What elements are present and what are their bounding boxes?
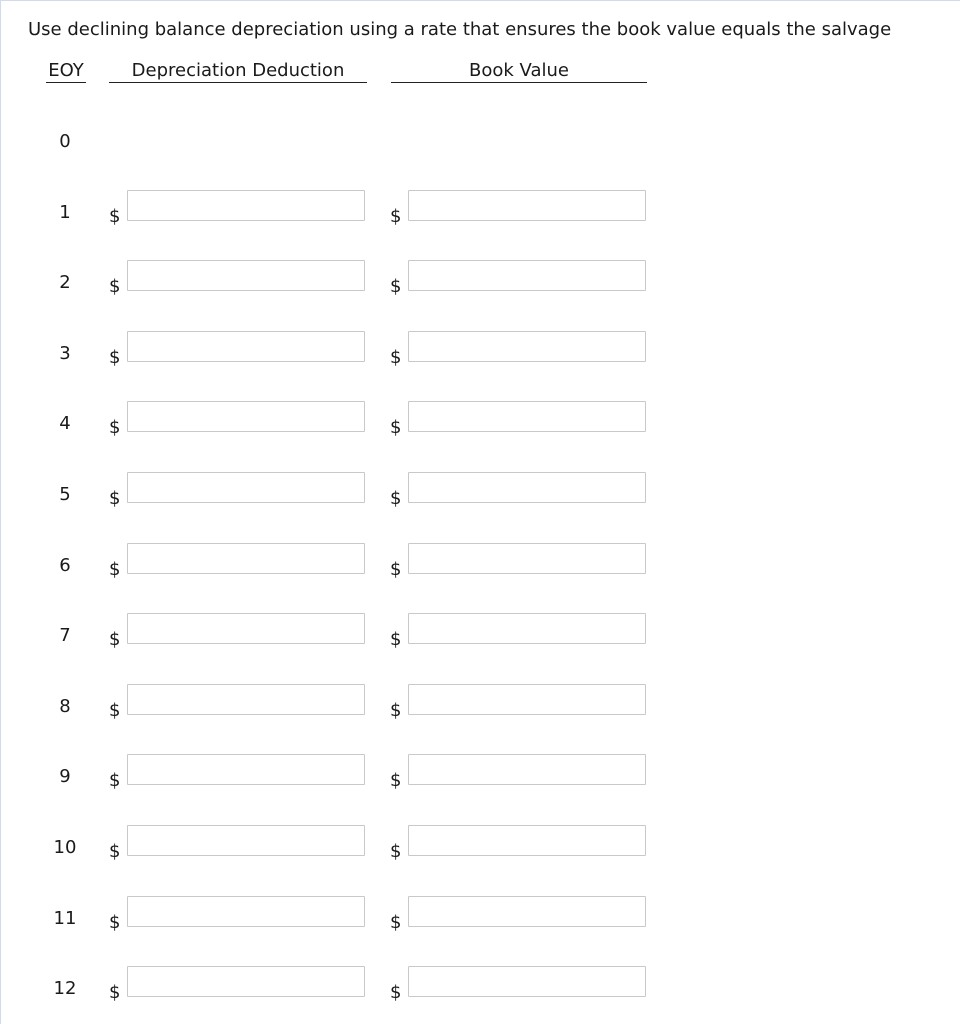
book-value-input-year-5[interactable] (408, 472, 646, 503)
eoy-year-label: 10 (53, 837, 77, 858)
depreciation-input-year-11[interactable] (127, 896, 365, 927)
book-value-input-year-12[interactable] (408, 966, 646, 997)
eoy-year-label: 9 (59, 766, 71, 787)
depreciation-dollar-sign: $ (109, 559, 121, 580)
depreciation-input-year-7[interactable] (127, 613, 365, 644)
book-value-input-year-8[interactable] (408, 684, 646, 715)
book-value-input-year-3[interactable] (408, 331, 646, 362)
depreciation-input-year-9[interactable] (127, 754, 365, 785)
depreciation-dollar-sign: $ (109, 276, 121, 297)
eoy-column-header: EOY (46, 60, 86, 83)
depreciation-input-year-5[interactable] (127, 472, 365, 503)
book-value-dollar-sign: $ (390, 770, 402, 791)
eoy-year-label: 12 (53, 978, 77, 999)
book-value-input-year-7[interactable] (408, 613, 646, 644)
eoy-year-label: 1 (59, 202, 71, 223)
book-value-dollar-sign: $ (390, 912, 402, 933)
book-value-input-year-11[interactable] (408, 896, 646, 927)
book-value-dollar-sign: $ (390, 700, 402, 721)
eoy-year-label: 8 (59, 696, 71, 717)
eoy-year-label: 11 (53, 908, 77, 929)
eoy-year-label: 7 (59, 625, 71, 646)
depreciation-dollar-sign: $ (109, 912, 121, 933)
depreciation-dollar-sign: $ (109, 417, 121, 438)
book-value-column-header: Book Value (391, 60, 647, 83)
eoy-year-label: 0 (59, 131, 71, 152)
depreciation-dollar-sign: $ (109, 629, 121, 650)
book-value-input-year-9[interactable] (408, 754, 646, 785)
depreciation-column-header: Depreciation Deduction (109, 60, 367, 83)
eoy-year-label: 5 (59, 484, 71, 505)
depreciation-input-year-12[interactable] (127, 966, 365, 997)
eoy-year-label: 2 (59, 272, 71, 293)
instruction-text: Use declining balance depreciation using a rate that ensures the book value equals the salvage (28, 19, 892, 40)
book-value-dollar-sign: $ (390, 559, 402, 580)
depreciation-input-year-4[interactable] (127, 401, 365, 432)
eoy-year-label: 4 (59, 413, 71, 434)
depreciation-dollar-sign: $ (109, 347, 121, 368)
depreciation-dollar-sign: $ (109, 841, 121, 862)
book-value-input-year-1[interactable] (408, 190, 646, 221)
book-value-dollar-sign: $ (390, 629, 402, 650)
depreciation-dollar-sign: $ (109, 488, 121, 509)
book-value-dollar-sign: $ (390, 488, 402, 509)
depreciation-input-year-1[interactable] (127, 190, 365, 221)
depreciation-input-year-8[interactable] (127, 684, 365, 715)
depreciation-dollar-sign: $ (109, 700, 121, 721)
book-value-dollar-sign: $ (390, 982, 402, 1003)
book-value-input-year-10[interactable] (408, 825, 646, 856)
book-value-dollar-sign: $ (390, 206, 402, 227)
depreciation-dollar-sign: $ (109, 982, 121, 1003)
book-value-dollar-sign: $ (390, 841, 402, 862)
book-value-dollar-sign: $ (390, 276, 402, 297)
depreciation-dollar-sign: $ (109, 770, 121, 791)
depreciation-dollar-sign: $ (109, 206, 121, 227)
book-value-dollar-sign: $ (390, 417, 402, 438)
eoy-year-label: 3 (59, 343, 71, 364)
eoy-year-label: 6 (59, 555, 71, 576)
depreciation-input-year-2[interactable] (127, 260, 365, 291)
book-value-input-year-4[interactable] (408, 401, 646, 432)
depreciation-input-year-10[interactable] (127, 825, 365, 856)
book-value-input-year-6[interactable] (408, 543, 646, 574)
depreciation-input-year-3[interactable] (127, 331, 365, 362)
book-value-dollar-sign: $ (390, 347, 402, 368)
book-value-input-year-2[interactable] (408, 260, 646, 291)
depreciation-input-year-6[interactable] (127, 543, 365, 574)
